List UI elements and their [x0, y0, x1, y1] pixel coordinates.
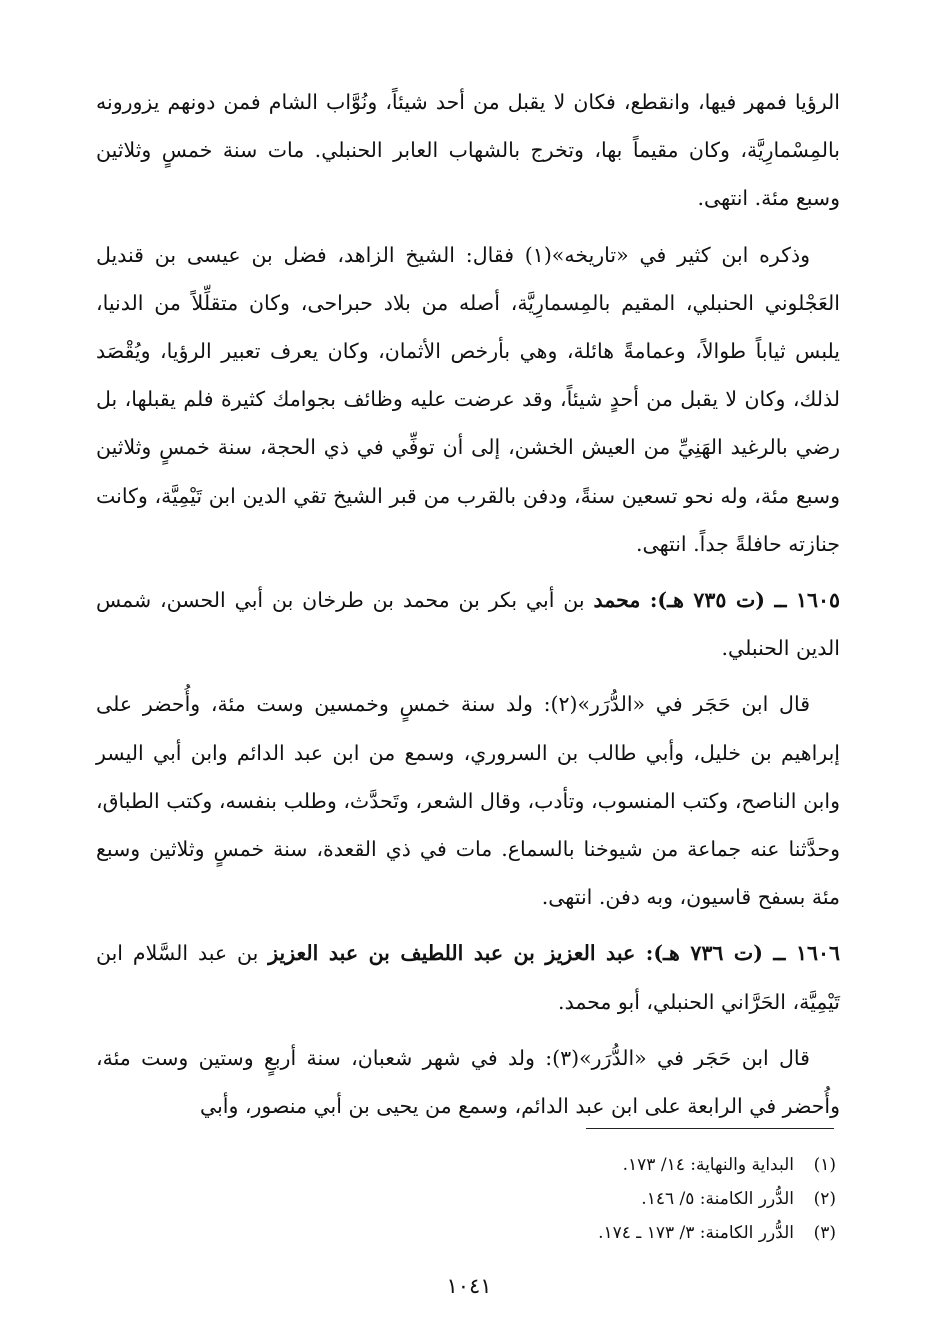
entry-1606	[96, 929, 840, 1025]
entry-1606-text: بن عبد السَّلام ابن تَيْمِيَّة، الحَرَّاني الحنبلي، أبو محمد.	[96, 941, 840, 1014]
paragraph-ibn-hajar-2: قال ابن حَجَر في «الدُّرَر»(٣): ولد في شهر شعبان، سنة أربعٍ وستين وست مئة، وأُحضر في الرابعة على ابن عبد الدائم، وسمع من يحيى بن أبي منصور، وأبي	[96, 1045, 840, 1119]
main-text	[96, 78, 840, 1138]
page-number: ١٠٤١	[446, 1274, 492, 1298]
paragraph-continuation: الرؤيا فمهر فيها، وانقطع، فكان لا يقبل من أحد شيئاً، ونُوَّاب الشام فمن دونهم يزورونه بالمِسْمارِيَّة، وكان مقيماً بها، وتخرج بالشهاب العابر الحنبلي. مات سنة خمسٍ وثلاثين وسبع مئة. انتهى.	[96, 90, 840, 211]
footnote-divider	[586, 1128, 834, 1129]
footnote-3	[300, 1216, 836, 1250]
footnote-text: الدُّرر الكامنة: ٣/ ١٧٣ ـ ١٧٤.	[598, 1223, 794, 1243]
entry-1605-text: بن أبي بكر بن محمد بن طرخان بن أبي الحسن، شمس الدين الحنبلي.	[96, 588, 840, 661]
footnote-text: الدُّرر الكامنة: ٥/ ١٤٦.	[641, 1189, 794, 1209]
paragraph-ibn-hajar-1: قال ابن حَجَر في «الدُّرَر»(٢): ولد سنة خمسٍ وخمسين وست مئة، وأُحضر على إبراهيم بن خليل، وأبي طالب بن السروري، وسمع من ابن عبد الدائم وابن أبي اليسر وابن الناصح، وكتب المنسوب، وتأدب، وقال الشعر، وتَحدَّث، وطلب بنفسه، وكتب الطباق، وحدَّثنا عنه جماعة من شيوخنا بالسماع. مات في ذي القعدة، سنة خمسٍ وثلاثين وسبع مئة بسفح قاسيون، وبه دفن. انتهى.	[96, 692, 840, 910]
footnote-number: (٢)	[813, 1189, 836, 1209]
paragraph-ibn-kathir: وذكره ابن كثير في «تاريخه»(١) فقال: الشيخ الزاهد، فضل بن عيسى بن قنديل العَجْلوني الحنبلي، المقيم بالمِسمارِيَّة، أصله من بلاد حبراحى، وكان متقلِّلاً من الدنيا، يلبس ثياباً طوالاً، وعمامةً هائلة، وهي بأرخص الأثمان، وكان يعرف تعبير الرؤيا، ويُقْصَد لذلك، وكان لا يقبل من أحدٍ شيئاً، وقد عرضت عليه وظائف بجوامك كثيرة فلم يقبلها، بل رضي بالرغيد الهَنِيِّ من العيش الخشن، إلى أن توفِّي في ذي الحجة، سنة خمسٍ وثلاثين وسبع مئة، وله نحو تسعين سنةً، ودفن بالقرب من قبر الشيخ تقي الدين ابن تَيْمِيَّة، وكانت جنازته حافلةً جداً. انتهى.	[96, 242, 840, 556]
footnote-1	[300, 1148, 836, 1182]
footnote-text: البداية والنهاية: ١٤/ ١٧٣.	[622, 1155, 794, 1175]
footnote-number: (١)	[813, 1155, 836, 1175]
footnote-2	[300, 1182, 836, 1216]
footnotes	[300, 1148, 836, 1250]
footnote-number: (٣)	[813, 1223, 836, 1243]
entry-1606-heading: ١٦٠٦ ــ (ت ٧٣٦ هـ): عبد العزيز بن عبد اللطيف بن عبد العزيز	[268, 941, 841, 966]
entry-1605-heading: ١٦٠٥ ــ (ت ٧٣٥ هـ): محمد	[593, 588, 841, 613]
entry-1605	[96, 576, 840, 672]
